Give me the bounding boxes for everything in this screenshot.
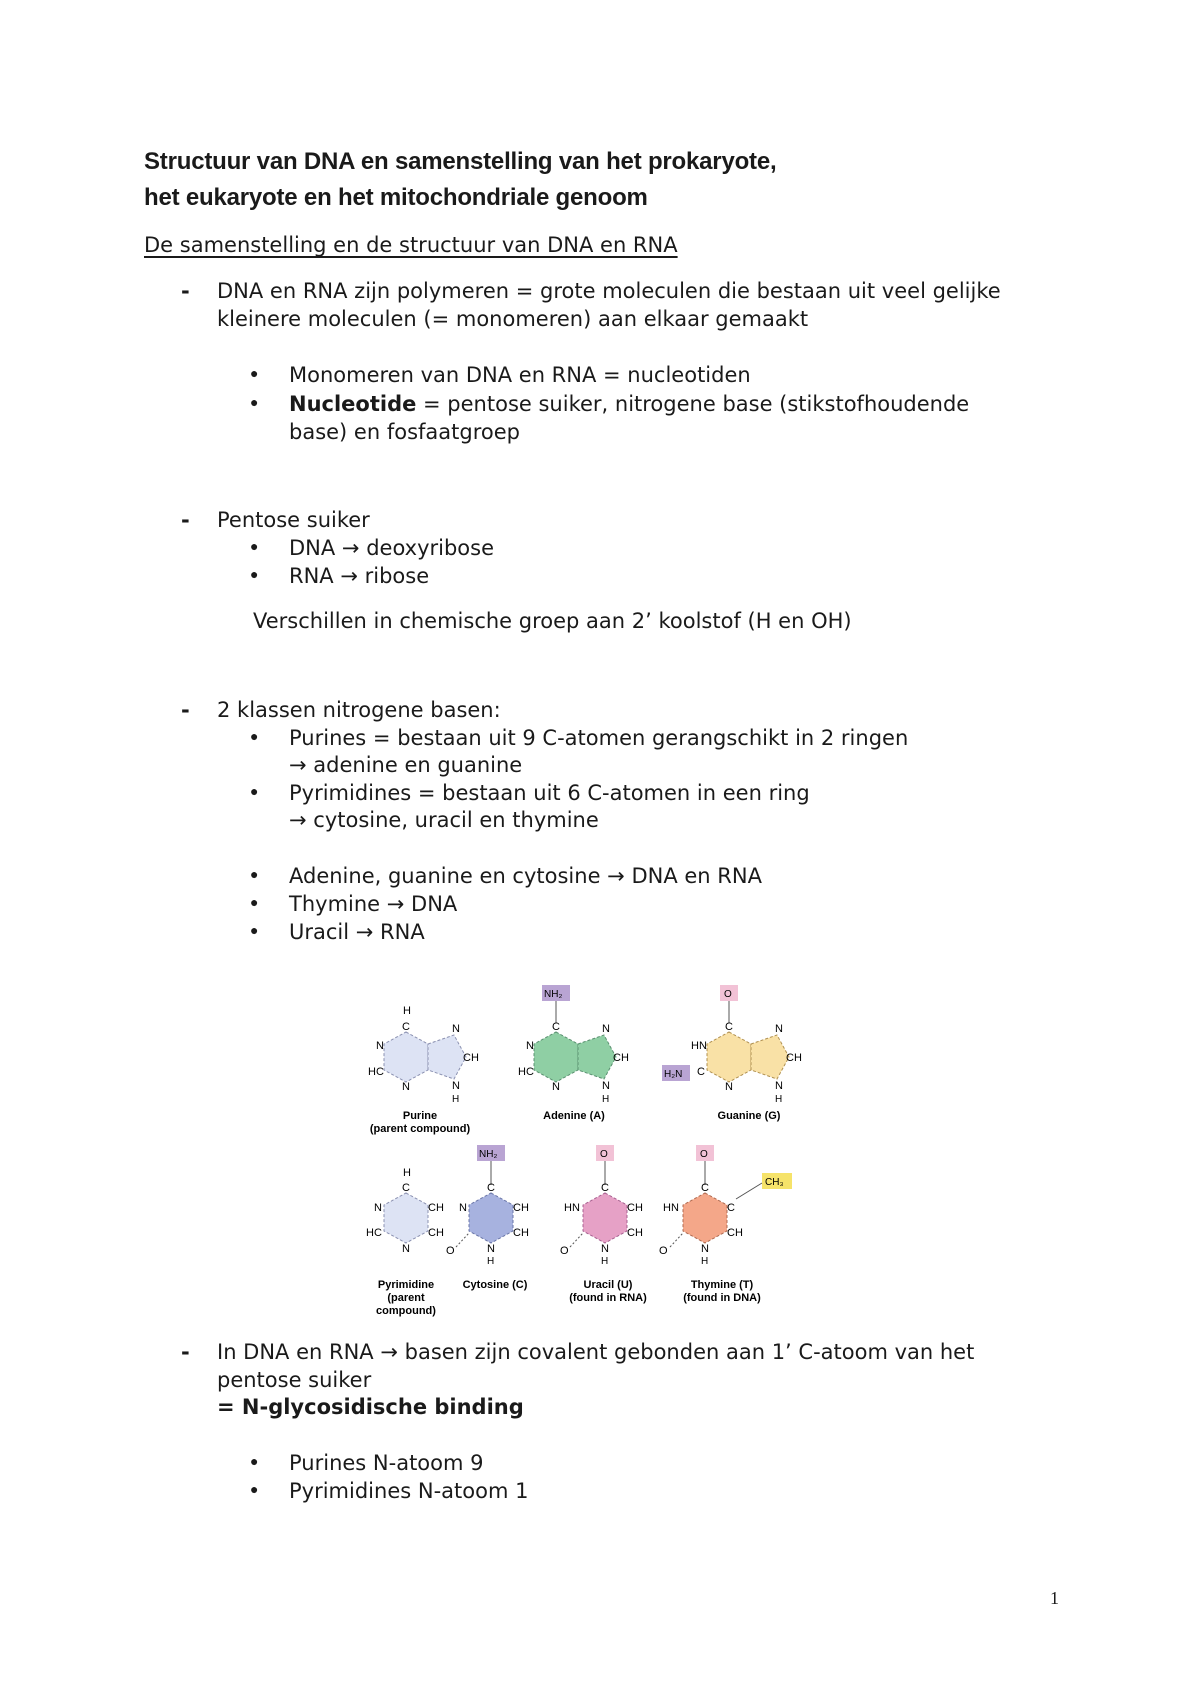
bullet-text: → adenine en guanine (289, 753, 523, 777)
note-text: Verschillen in chemische groep aan 2’ koolstof (H en OH) (253, 609, 852, 633)
page-number: 1 (1050, 1588, 1059, 1608)
bullet-dot: ● (250, 367, 259, 382)
figure-label: compound) (376, 1305, 436, 1317)
thymine-structure (659, 1145, 792, 1267)
bullet-dot: ● (250, 1455, 259, 1470)
purine-ring-six (384, 1032, 428, 1082)
figure-label: (parent compound) (369, 1123, 471, 1135)
amino-group-label: H₂N (664, 1069, 683, 1080)
purine-structure (368, 1005, 479, 1105)
svg-text:N: N (376, 1040, 384, 1052)
svg-text:N: N (775, 1023, 783, 1035)
adenine-structure (518, 985, 629, 1105)
svg-text:N: N (459, 1202, 467, 1214)
purine-ring-five (428, 1035, 466, 1079)
guanine-ring-six (707, 1032, 751, 1082)
svg-text:C: C (552, 1021, 560, 1033)
svg-text:CH: CH (786, 1052, 802, 1064)
svg-text:C: C (727, 1202, 735, 1214)
bullet-dot: ● (250, 1483, 259, 1498)
paragraph-line: kleinere moleculen (= monomeren) aan elkaar gemaakt (217, 307, 809, 331)
svg-text:HC: HC (518, 1066, 534, 1078)
svg-text:CH: CH (627, 1227, 643, 1239)
bullet-dot: ● (250, 540, 259, 555)
pyrimidine-ring (384, 1193, 428, 1243)
paragraph-line: pentose suiker (217, 1368, 372, 1392)
bullet-text: Uracil → RNA (289, 920, 425, 944)
methyl-group-label: CH₃ (765, 1177, 784, 1188)
svg-text:O: O (560, 1245, 569, 1257)
svg-text:N: N (725, 1081, 733, 1093)
bullet-text: Purines N-atoom 9 (289, 1451, 484, 1475)
paragraph-line-bold: = N-glycosidische binding (217, 1395, 524, 1419)
svg-text:N: N (452, 1023, 460, 1035)
svg-text:H: H (487, 1256, 495, 1267)
dash-bullet: - (181, 1340, 190, 1364)
bullet-dot: ● (250, 396, 259, 411)
bullet-dot: ● (250, 924, 259, 939)
paragraph-line: DNA en RNA zijn polymeren = grote moleculen die bestaan uit veel gelijke (217, 279, 1001, 303)
svg-text:C: C (697, 1066, 705, 1078)
document-title-line-1: Structuur van DNA en samenstelling van het prokaryote, (144, 148, 777, 175)
svg-text:N: N (452, 1080, 460, 1092)
bullet-text (289, 390, 969, 418)
amino-group-label: NH₂ (544, 989, 563, 1000)
paragraph-line: In DNA en RNA → basen zijn covalent gebonden aan 1’ C-atoom van het (217, 1340, 975, 1364)
svg-text:N: N (526, 1040, 534, 1052)
guanine-ring-five (751, 1035, 789, 1079)
svg-text:CH: CH (627, 1202, 643, 1214)
svg-text:H: H (701, 1256, 709, 1267)
dash-bullet: - (181, 508, 190, 532)
svg-text:H: H (775, 1094, 783, 1105)
svg-text:C: C (487, 1182, 495, 1194)
bullet-text: Pyrimidines = bestaan uit 6 C-atomen in een ring (289, 781, 810, 805)
figure-label: Cytosine (C) (462, 1279, 528, 1291)
svg-text:O: O (446, 1245, 455, 1257)
cytosine-ring (469, 1193, 513, 1243)
bullet-text: base) en fosfaatgroep (289, 420, 520, 444)
uracil-structure (560, 1145, 643, 1267)
figure-label: Thymine (T) (690, 1279, 754, 1291)
figure-label: Uracil (U) (583, 1279, 633, 1291)
figure-label: (found in DNA) (683, 1292, 761, 1304)
svg-text:N: N (552, 1081, 560, 1093)
thymine-ring (683, 1193, 727, 1243)
bullet-text: Pyrimidines N-atoom 1 (289, 1479, 529, 1503)
figure-label: (found in RNA) (569, 1292, 647, 1304)
amino-group-label: NH₂ (479, 1149, 498, 1160)
svg-text:C: C (402, 1021, 410, 1033)
svg-text:CH: CH (613, 1052, 629, 1064)
oxo-group-label: O (600, 1149, 608, 1160)
svg-text:H: H (452, 1094, 460, 1105)
uracil-ring (583, 1193, 627, 1243)
paragraph-line: 2 klassen nitrogene basen: (217, 698, 501, 722)
svg-text:C: C (601, 1182, 609, 1194)
svg-text:C: C (402, 1182, 410, 1194)
svg-text:HN: HN (663, 1202, 679, 1214)
bullet-dot: ● (250, 568, 259, 583)
bold-term: Nucleotide (289, 392, 417, 416)
bullet-text: Thymine → DNA (289, 892, 458, 916)
bullet-text: RNA → ribose (289, 564, 430, 588)
svg-text:C: C (701, 1182, 709, 1194)
svg-text:CH: CH (428, 1227, 444, 1239)
figure-label: Guanine (G) (717, 1110, 781, 1122)
document-title-line-2: het eukaryote en het mitochondriale genoom (144, 184, 648, 211)
svg-text:CH: CH (513, 1202, 529, 1214)
paragraph-line: Pentose suiker (217, 508, 370, 532)
guanine-structure (691, 985, 802, 1105)
bullet-text: → cytosine, uracil en thymine (289, 808, 599, 832)
oxo-group-label: O (700, 1149, 708, 1160)
svg-text:N: N (775, 1080, 783, 1092)
cytosine-structure (446, 1145, 529, 1267)
svg-text:N: N (602, 1080, 610, 1092)
svg-text:H: H (403, 1167, 411, 1179)
svg-text:CH: CH (513, 1227, 529, 1239)
svg-text:N: N (602, 1023, 610, 1035)
svg-text:HN: HN (691, 1040, 707, 1052)
svg-text:N: N (402, 1081, 410, 1093)
dash-bullet: - (181, 279, 190, 303)
bullet-text-rest: = pentose suiker, nitrogene base (stikstofhoudende (416, 392, 970, 416)
oxo-group-label: O (724, 989, 732, 1000)
bullet-dot: ● (250, 896, 259, 911)
bullet-text: Adenine, guanine en cytosine → DNA en RNA (289, 864, 762, 888)
figure-label: (parent (387, 1292, 425, 1304)
bullet-dot: ● (250, 868, 259, 883)
svg-text:C: C (725, 1021, 733, 1033)
svg-text:H: H (601, 1256, 609, 1267)
figure-label: Adenine (A) (543, 1110, 605, 1122)
bullet-dot: ● (250, 730, 259, 745)
svg-text:HC: HC (368, 1066, 384, 1078)
svg-text:N: N (402, 1243, 410, 1255)
svg-text:HC: HC (366, 1227, 382, 1239)
svg-text:H: H (403, 1005, 411, 1017)
figure-label: Purine (402, 1110, 438, 1122)
svg-text:N: N (487, 1243, 495, 1255)
adenine-ring-six (534, 1032, 578, 1082)
pyrimidine-structure (366, 1167, 444, 1255)
figure-label: Pyrimidine (377, 1279, 435, 1291)
svg-text:HN: HN (564, 1202, 580, 1214)
svg-text:CH: CH (727, 1227, 743, 1239)
section-heading: De samenstelling en de structuur van DNA en RNA (144, 233, 678, 257)
bullet-dot: ● (250, 785, 259, 800)
svg-text:CH: CH (463, 1052, 479, 1064)
adenine-ring-five (578, 1035, 616, 1079)
svg-text:N: N (701, 1243, 709, 1255)
svg-text:H: H (602, 1094, 610, 1105)
dash-bullet: - (181, 698, 190, 722)
svg-text:CH: CH (428, 1202, 444, 1214)
bullet-text: Purines = bestaan uit 9 C-atomen gerangschikt in 2 ringen (289, 726, 909, 750)
bullet-text: DNA → deoxyribose (289, 536, 495, 560)
svg-text:N: N (374, 1202, 382, 1214)
bullet-text: Monomeren van DNA en RNA = nucleotiden (289, 363, 751, 387)
svg-text:N: N (601, 1243, 609, 1255)
svg-text:O: O (659, 1245, 668, 1257)
nitrogen-bases-figure (360, 985, 840, 1330)
